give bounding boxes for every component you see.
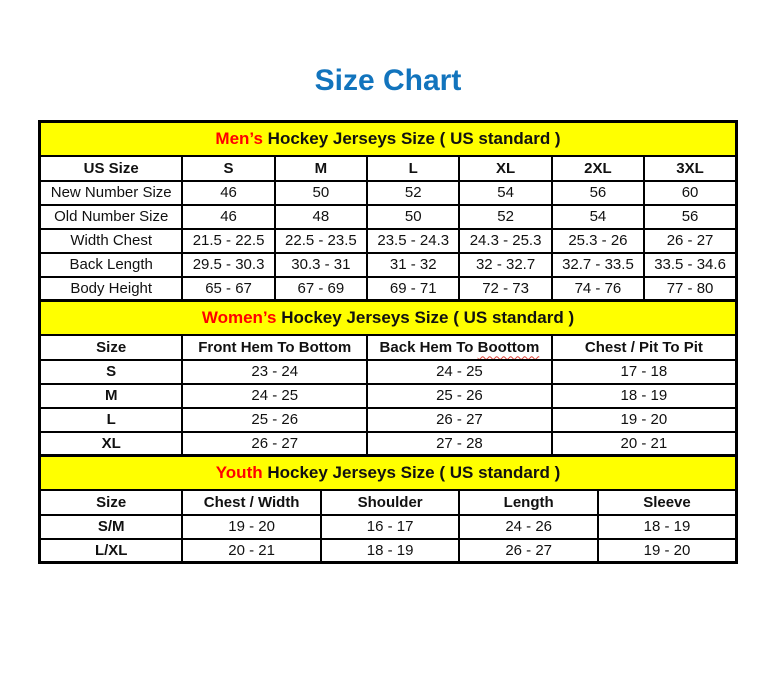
youth-title-text: Hockey Jerseys Size ( US standard ) <box>262 462 561 482</box>
size-value: 19 - 20 <box>598 539 737 563</box>
mens-title-text: Hockey Jerseys Size ( US standard ) <box>262 128 561 148</box>
size-chart-tables <box>38 120 738 564</box>
size-value: 19 - 20 <box>182 515 321 539</box>
column-header: Chest / Width <box>182 490 321 515</box>
row-label: Width Chest <box>40 229 183 253</box>
row-label: Back Length <box>40 253 183 277</box>
womens-section-band <box>40 301 737 335</box>
size-value: 18 - 19 <box>321 539 460 563</box>
table-row <box>40 408 737 432</box>
table-row <box>40 539 737 563</box>
column-header: Size <box>40 490 183 515</box>
row-label: Body Height <box>40 277 183 301</box>
size-value: 23 - 24 <box>182 360 367 384</box>
size-value: 21.5 - 22.5 <box>182 229 274 253</box>
row-label: M <box>40 384 183 408</box>
size-value: 32.7 - 33.5 <box>552 253 644 277</box>
youth-section-band <box>40 456 737 490</box>
column-header: 2XL <box>552 156 644 181</box>
size-value: 26 - 27 <box>367 408 552 432</box>
size-value: 54 <box>552 205 644 229</box>
table-row <box>40 277 737 301</box>
size-value: 20 - 21 <box>552 432 737 456</box>
womens-size-table <box>38 299 738 457</box>
womens-section-title <box>40 301 737 335</box>
table-row <box>40 515 737 539</box>
column-header <box>367 335 552 360</box>
size-value: 25 - 26 <box>367 384 552 408</box>
column-header: M <box>275 156 367 181</box>
column-header: Length <box>459 490 598 515</box>
column-header: XL <box>459 156 551 181</box>
size-value: 26 - 27 <box>182 432 367 456</box>
size-value: 24.3 - 25.3 <box>459 229 551 253</box>
table-row <box>40 384 737 408</box>
size-value: 30.3 - 31 <box>275 253 367 277</box>
row-label: L/XL <box>40 539 183 563</box>
youth-section-title <box>40 456 737 490</box>
mens-header-row <box>40 156 737 181</box>
size-value: 18 - 19 <box>598 515 737 539</box>
page-title: Size Chart <box>314 64 462 97</box>
column-header: Size <box>40 335 183 360</box>
size-value: 50 <box>367 205 459 229</box>
size-value: 72 - 73 <box>459 277 551 301</box>
size-value: 56 <box>644 205 736 229</box>
column-header-text: Back Hem To <box>379 338 478 356</box>
size-value: 56 <box>552 181 644 205</box>
table-row <box>40 205 737 229</box>
row-label: XL <box>40 432 183 456</box>
column-header: Front Hem To Bottom <box>182 335 367 360</box>
table-row <box>40 181 737 205</box>
size-value: 65 - 67 <box>182 277 274 301</box>
table-row <box>40 360 737 384</box>
size-value: 17 - 18 <box>552 360 737 384</box>
size-value: 26 - 27 <box>644 229 736 253</box>
size-value: 16 - 17 <box>321 515 460 539</box>
size-value: 60 <box>644 181 736 205</box>
size-value: 77 - 80 <box>644 277 736 301</box>
row-label: New Number Size <box>40 181 183 205</box>
mens-section-title <box>40 122 737 156</box>
size-value: 31 - 32 <box>367 253 459 277</box>
misspelled-word-squiggle: Boottom <box>477 338 540 356</box>
size-value: 52 <box>367 181 459 205</box>
size-value: 67 - 69 <box>275 277 367 301</box>
size-value: 20 - 21 <box>182 539 321 563</box>
size-value: 23.5 - 24.3 <box>367 229 459 253</box>
womens-header-row <box>40 335 737 360</box>
table-row <box>40 229 737 253</box>
table-row <box>40 432 737 456</box>
size-value: 46 <box>182 205 274 229</box>
youth-title-accent: Youth <box>215 462 263 482</box>
mens-size-table <box>38 120 738 302</box>
row-label: S <box>40 360 183 384</box>
womens-title-accent: Women’s <box>201 307 277 327</box>
size-value: 25 - 26 <box>182 408 367 432</box>
row-label: L <box>40 408 183 432</box>
mens-title-accent: Men’s <box>215 128 263 148</box>
youth-header-row <box>40 490 737 515</box>
row-label: Old Number Size <box>40 205 183 229</box>
column-header: Sleeve <box>598 490 737 515</box>
column-header: Chest / Pit To Pit <box>552 335 737 360</box>
size-value: 50 <box>275 181 367 205</box>
column-header: Shoulder <box>321 490 460 515</box>
size-value: 18 - 19 <box>552 384 737 408</box>
size-value: 48 <box>275 205 367 229</box>
womens-title-text: Hockey Jerseys Size ( US standard ) <box>276 307 575 327</box>
size-value: 69 - 71 <box>367 277 459 301</box>
size-value: 74 - 76 <box>552 277 644 301</box>
size-value: 22.5 - 23.5 <box>275 229 367 253</box>
column-header: 3XL <box>644 156 736 181</box>
table-row <box>40 253 737 277</box>
column-header: US Size <box>40 156 183 181</box>
size-value: 32 - 32.7 <box>459 253 551 277</box>
column-header: S <box>182 156 274 181</box>
row-label: S/M <box>40 515 183 539</box>
size-value: 52 <box>459 205 551 229</box>
column-header: L <box>367 156 459 181</box>
size-value: 27 - 28 <box>367 432 552 456</box>
size-value: 29.5 - 30.3 <box>182 253 274 277</box>
size-value: 24 - 25 <box>182 384 367 408</box>
size-value: 24 - 26 <box>459 515 598 539</box>
youth-size-table <box>38 454 738 564</box>
size-value: 26 - 27 <box>459 539 598 563</box>
size-value: 33.5 - 34.6 <box>644 253 736 277</box>
size-value: 46 <box>182 181 274 205</box>
size-value: 19 - 20 <box>552 408 737 432</box>
size-value: 24 - 25 <box>367 360 552 384</box>
size-value: 25.3 - 26 <box>552 229 644 253</box>
mens-section-band <box>40 122 737 156</box>
size-value: 54 <box>459 181 551 205</box>
